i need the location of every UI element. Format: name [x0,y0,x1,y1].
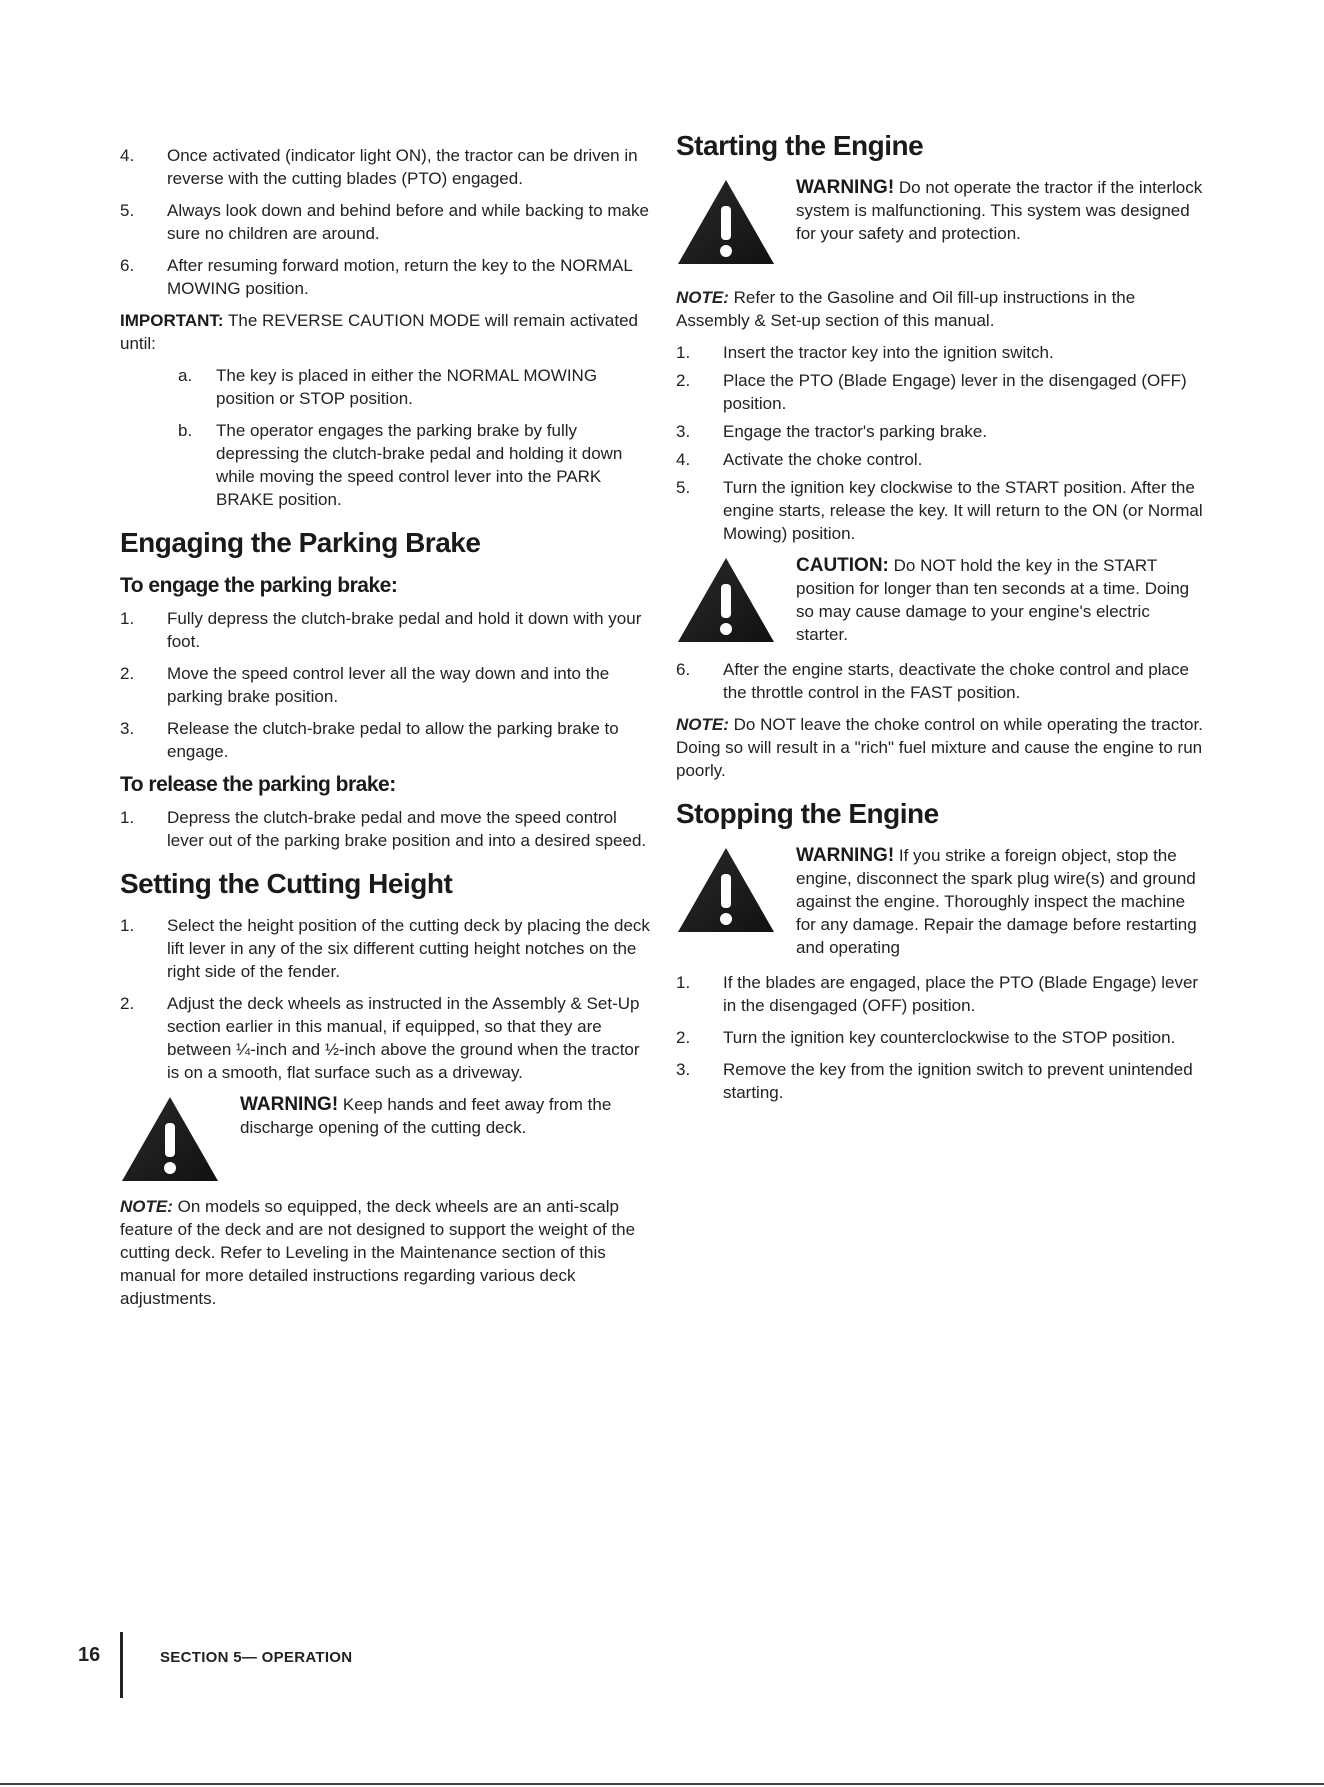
page-number: 16 [78,1644,101,1666]
list-item: 6. After resuming forward motion, return the key to the NORMAL MOWING position. [120,256,633,298]
important-text: The REVERSE CAUTION MODE will remain activated until: [120,311,638,353]
list-item: 2. Place the PTO (Blade Engage) lever in the disengaged (OFF) position. [676,371,1187,413]
parking-brake-heading: Engaging the Parking Brake [120,527,481,558]
cutting-height-heading: Setting the Cutting Height [120,868,453,899]
note-text: On models so equipped, the deck wheels are an anti-scalp feature of the deck and are not designed to support the weight of the cutting deck. Refer to Leveling in the Maintenance section of this manual for more detailed instructions regarding various deck adjustments. [120,1197,636,1308]
stop-warning [676,844,1206,959]
caution-label: CAUTION: [796,555,889,576]
warning-text: If you strike a foreign object, stop the engine, disconnect the spark plug wire(s) and ground against the engine. Thoroughly inspect the machine for any damage. Repair the damage before restarting and operating [796,846,1197,957]
engage-list [120,607,652,763]
list-item: 4. Once activated (indicator light ON), the tractor can be driven in reverse with the cutting blades (PTO) engaged. [120,146,638,188]
stop-list [676,971,1206,1104]
starting-engine-heading: Starting the Engine [676,130,924,161]
caution-block [676,554,1206,646]
list-item: 1. Insert the tractor key into the ignition switch. [676,343,1054,362]
list-item: 5. Turn the ignition key clockwise to the START position. After the engine starts, release the key. It will return to the ON (or Normal Mowing) position. [676,478,1203,543]
note-paragraph [676,713,1206,782]
list-item: 2. Move the speed control lever all the way down and into the parking brake position. [120,664,610,706]
section-title: SECTION 5— OPERATION [160,1649,353,1666]
engage-subheading: To engage the parking brake: [120,574,398,597]
release-subheading: To release the parking brake: [120,773,396,796]
warning-text: Keep hands and feet away from the discharge opening of the cutting deck. [240,1095,612,1137]
caution-text-block [776,554,1206,646]
release-list [120,806,652,852]
list-item: 5. Always look down and behind before and while backing to make sure no children are around. [120,201,649,243]
list-item: 3. Engage the tractor's parking brake. [676,422,988,441]
footer-divider [120,1632,123,1698]
right-column [676,130,1206,1113]
warning-triangle-icon [676,178,776,266]
warning-text-block [776,844,1206,959]
list-item: 1. Depress the clutch-brake pedal and move the speed control lever out of the parking brake position and into a desired speed. [120,808,647,850]
list-item: 2. Adjust the deck wheels as instructed in the Assembly & Set-Up section earlier in this manual, if equipped, so that they are between ¼-inch and ½-inch above the ground when the tractor is on a smooth, flat surface such as a driveway. [120,994,640,1082]
important-label: IMPORTANT: [120,311,224,330]
warning-text-block [776,176,1206,266]
note-text: Refer to the Gasoline and Oil fill-up instructions in the Assembly & Set-up section of this manual. [676,288,1136,330]
list-item: 1. If the blades are engaged, place the PTO (Blade Engage) lever in the disengaged (OFF) position. [676,973,1199,1015]
note-paragraph [120,1195,652,1310]
start-list [676,341,1206,545]
warning-triangle-icon [676,556,776,644]
list-item: 3. Release the clutch-brake pedal to allow the parking brake to engage. [120,719,619,761]
list-item: 6. After the engine starts, deactivate the choke control and place the throttle control in the FAST position. [676,660,1189,702]
warning-label: WARNING! [796,177,895,198]
intro-list [120,144,652,300]
cutting-warning [120,1093,652,1183]
warning-label: WARNING! [240,1094,339,1115]
list-item: 3. Remove the key from the ignition switch to prevent unintended starting. [676,1060,1193,1102]
list-item: a. The key is placed in either the NORMAL MOWING position or STOP position. [178,366,598,408]
note-label: NOTE: [120,1197,173,1216]
list-item: 2. Turn the ignition key counterclockwise to the STOP position. [676,1028,1176,1047]
list-item: 1. Select the height position of the cutting deck by placing the deck lift lever in any of the six different cutting height notches on the right side of the fender. [120,916,650,981]
warning-label: WARNING! [796,845,895,866]
left-column [120,144,652,1319]
note-label: NOTE: [676,715,729,734]
warning-triangle-icon [120,1095,220,1183]
note-label: NOTE: [676,288,729,307]
important-paragraph [120,309,652,355]
warning-text-block [220,1093,652,1183]
list-item: b. The operator engages the parking brake by fully depressing the clutch-brake pedal and holding it down while moving the speed control lever into the PARK BRAKE position. [178,421,623,509]
stopping-engine-heading: Stopping the Engine [676,798,939,829]
warning-triangle-icon [676,846,776,934]
note-text: Do NOT leave the choke control on while operating the tractor. Doing so will result in a "rich" fuel mixture and cause the engine to run poorly. [676,715,1203,780]
page-bottom-rule [0,1783,1324,1785]
warning-text: Do not operate the tractor if the interlock system is malfunctioning. This system was designed for your safety and protection. [796,178,1203,243]
start-warning [676,176,1206,266]
caution-text: Do NOT hold the key in the START position for longer than ten seconds at a time. Doing so may cause damage to your engine's electric starter. [796,556,1190,644]
important-sublist [178,364,652,511]
note-paragraph [676,286,1206,332]
list-item: 4. Activate the choke control. [676,450,923,469]
cutting-list [120,914,652,1084]
list-item: 1. Fully depress the clutch-brake pedal and hold it down with your foot. [120,609,642,651]
